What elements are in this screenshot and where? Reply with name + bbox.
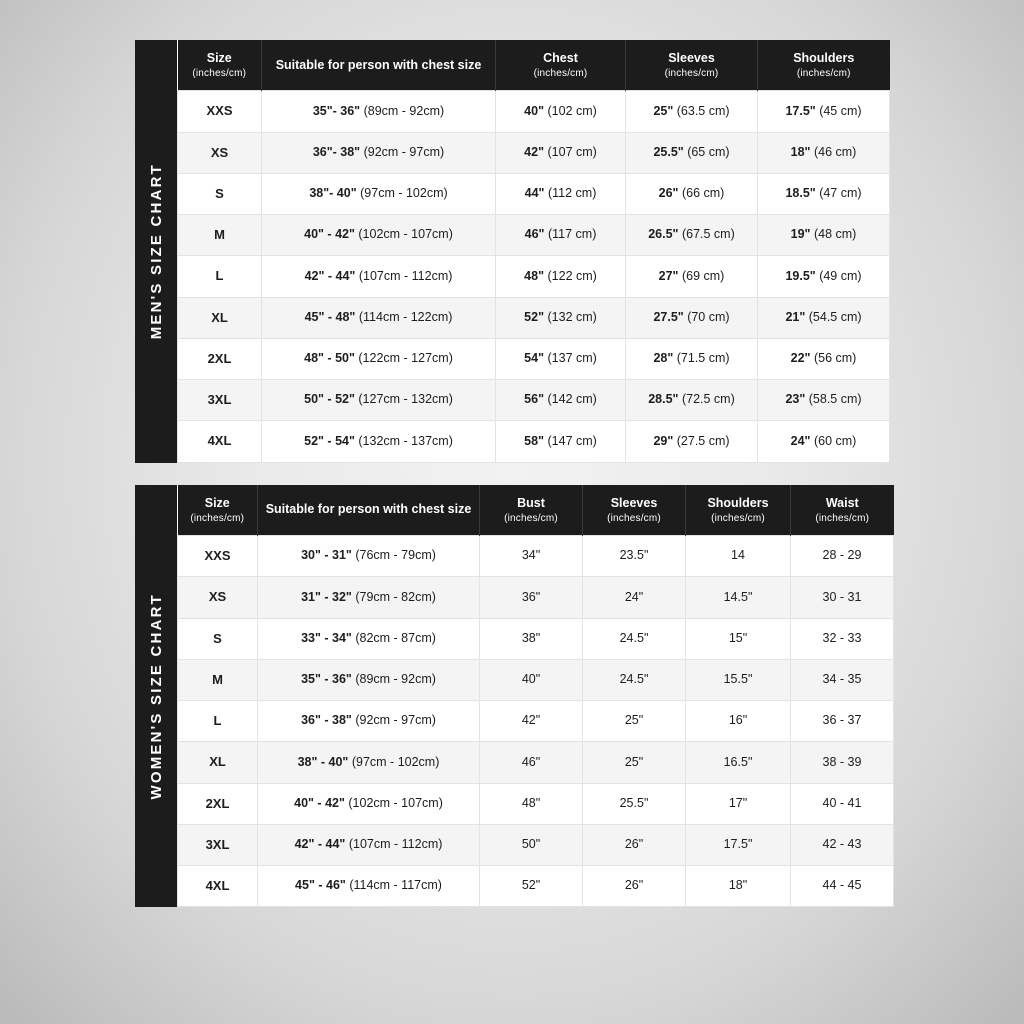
- size-value: XL: [178, 297, 262, 338]
- table-row: [178, 380, 890, 421]
- size-value: 4XL: [178, 866, 258, 907]
- waist-value: 44 - 45: [791, 866, 894, 907]
- table-row: [178, 866, 894, 907]
- womens-size-chart-block: [135, 485, 889, 908]
- size-value: 3XL: [178, 824, 258, 865]
- sleeves-value: 26.5" (67.5 cm): [626, 215, 758, 256]
- table-row: [178, 659, 894, 700]
- suitable-value: 42" - 44" (107cm - 112cm): [258, 824, 480, 865]
- sleeves-value: 26": [583, 824, 686, 865]
- womens-table-head: [178, 485, 894, 536]
- mens-table-body: [178, 91, 890, 462]
- suitable-value: 36"- 38" (92cm - 97cm): [262, 132, 496, 173]
- mens-col-chest-title: Chest: [543, 51, 578, 65]
- mens-col-size: [178, 40, 262, 91]
- suitable-value: 40" - 42" (102cm - 107cm): [258, 783, 480, 824]
- sleeves-value: 27.5" (70 cm): [626, 297, 758, 338]
- size-value: L: [178, 701, 258, 742]
- mens-col-shoulders-title: Shoulders: [793, 51, 855, 65]
- womens-col-shoulders-title: Shoulders: [707, 495, 769, 510]
- mens-table-head: [178, 40, 890, 91]
- table-row: [178, 421, 890, 462]
- shoulders-value: 19.5" (49 cm): [758, 256, 890, 297]
- womens-header-row: [178, 485, 894, 536]
- suitable-value: 36" - 38" (92cm - 97cm): [258, 701, 480, 742]
- shoulders-value: 21" (54.5 cm): [758, 297, 890, 338]
- mens-col-chest: [496, 40, 626, 91]
- size-value: XXS: [178, 91, 262, 132]
- womens-col-shoulders: [686, 485, 791, 536]
- shoulders-value: 24" (60 cm): [758, 421, 890, 462]
- sleeves-value: 25.5" (65 cm): [626, 132, 758, 173]
- sleeves-value: 28" (71.5 cm): [626, 338, 758, 379]
- chest-value: 54" (137 cm): [496, 338, 626, 379]
- bust-value: 48": [480, 783, 583, 824]
- suitable-value: 38" - 40" (97cm - 102cm): [258, 742, 480, 783]
- size-value: M: [178, 215, 262, 256]
- waist-value: 34 - 35: [791, 659, 894, 700]
- chest-value: 42" (107 cm): [496, 132, 626, 173]
- shoulders-value: 18": [686, 866, 791, 907]
- shoulders-value: 17.5": [686, 824, 791, 865]
- bust-value: 38": [480, 618, 583, 659]
- table-row: [178, 618, 894, 659]
- sleeves-value: 24": [583, 577, 686, 618]
- mens-col-suitable-title: Suitable for person with chest size: [275, 57, 482, 72]
- womens-col-shoulders-sub: (inches/cm): [711, 512, 765, 524]
- womens-table-body: [178, 536, 894, 907]
- mens-col-size-title: Size: [206, 51, 232, 65]
- waist-value: 42 - 43: [791, 824, 894, 865]
- sleeves-value: 25.5": [583, 783, 686, 824]
- mens-col-chest-sub: (inches/cm): [533, 67, 588, 79]
- womens-col-waist-title: Waist: [825, 495, 859, 510]
- sleeves-value: 26": [583, 866, 686, 907]
- suitable-value: 48" - 50" (122cm - 127cm): [262, 338, 496, 379]
- table-row: [178, 173, 890, 214]
- table-row: [178, 824, 894, 865]
- shoulders-value: 18" (46 cm): [758, 132, 890, 173]
- bust-value: 46": [480, 742, 583, 783]
- womens-col-bust-title: Bust: [517, 495, 545, 510]
- mens-col-shoulders-sub: (inches/cm): [796, 67, 851, 79]
- table-row: [178, 783, 894, 824]
- waist-value: 38 - 39: [791, 742, 894, 783]
- suitable-value: 30" - 31" (76cm - 79cm): [258, 536, 480, 577]
- sleeves-value: 26" (66 cm): [626, 173, 758, 214]
- table-row: [178, 338, 890, 379]
- chest-value: 48" (122 cm): [496, 256, 626, 297]
- mens-col-size-sub: (inches/cm): [192, 67, 247, 79]
- size-value: 2XL: [178, 783, 258, 824]
- size-value: XS: [178, 577, 258, 618]
- chest-value: 46" (117 cm): [496, 215, 626, 256]
- table-row: [178, 742, 894, 783]
- table-row: [178, 701, 894, 742]
- shoulders-value: 14: [686, 536, 791, 577]
- womens-chart-side-label: [135, 485, 177, 908]
- suitable-value: 33" - 34" (82cm - 87cm): [258, 618, 480, 659]
- size-value: 3XL: [178, 380, 262, 421]
- sleeves-value: 28.5" (72.5 cm): [626, 380, 758, 421]
- mens-col-sleeves-sub: (inches/cm): [664, 67, 719, 79]
- shoulders-value: 18.5" (47 cm): [758, 173, 890, 214]
- size-value: S: [178, 173, 262, 214]
- mens-col-suitable: [262, 40, 496, 91]
- suitable-value: 50" - 52" (127cm - 132cm): [262, 380, 496, 421]
- suitable-value: 40" - 42" (102cm - 107cm): [262, 215, 496, 256]
- womens-col-waist-sub: (inches/cm): [815, 512, 870, 524]
- suitable-value: 52" - 54" (132cm - 137cm): [262, 421, 496, 462]
- mens-col-shoulders: [758, 40, 890, 91]
- womens-col-sleeves: [583, 485, 686, 536]
- mens-size-table: [177, 40, 890, 463]
- mens-chart-side-label-text: MEN'S SIZE CHART: [147, 163, 165, 340]
- sleeves-value: 24.5": [583, 659, 686, 700]
- shoulders-value: 15": [686, 618, 791, 659]
- womens-col-waist: [791, 485, 894, 536]
- sleeves-value: 25": [583, 701, 686, 742]
- womens-col-sleeves-sub: (inches/cm): [607, 512, 661, 524]
- womens-chart-side-label-text: WOMEN'S SIZE CHART: [147, 592, 165, 800]
- table-row: [178, 91, 890, 132]
- suitable-value: 38"- 40" (97cm - 102cm): [262, 173, 496, 214]
- mens-header-row: [178, 40, 890, 91]
- bust-value: 50": [480, 824, 583, 865]
- mens-col-sleeves-title: Sleeves: [668, 51, 715, 65]
- shoulders-value: 16": [686, 701, 791, 742]
- waist-value: 36 - 37: [791, 701, 894, 742]
- suitable-value: 35"- 36" (89cm - 92cm): [262, 91, 496, 132]
- shoulders-value: 17.5" (45 cm): [758, 91, 890, 132]
- size-value: S: [178, 618, 258, 659]
- table-row: [178, 132, 890, 173]
- size-value: 2XL: [178, 338, 262, 379]
- shoulders-value: 14.5": [686, 577, 791, 618]
- shoulders-value: 19" (48 cm): [758, 215, 890, 256]
- bust-value: 36": [480, 577, 583, 618]
- womens-col-size: [178, 485, 258, 536]
- table-row: [178, 215, 890, 256]
- bust-value: 34": [480, 536, 583, 577]
- mens-col-sleeves: [626, 40, 758, 91]
- shoulders-value: 22" (56 cm): [758, 338, 890, 379]
- womens-col-bust-sub: (inches/cm): [504, 512, 558, 524]
- suitable-value: 45" - 46" (114cm - 117cm): [258, 866, 480, 907]
- table-row: [178, 256, 890, 297]
- waist-value: 40 - 41: [791, 783, 894, 824]
- womens-col-sleeves-title: Sleeves: [610, 495, 658, 510]
- size-value: XL: [178, 742, 258, 783]
- size-value: M: [178, 659, 258, 700]
- womens-col-size-title: Size: [204, 495, 230, 510]
- bust-value: 52": [480, 866, 583, 907]
- table-row: [178, 577, 894, 618]
- womens-col-size-sub: (inches/cm): [190, 512, 245, 524]
- chest-value: 44" (112 cm): [496, 173, 626, 214]
- table-row: [178, 536, 894, 577]
- sleeves-value: 23.5": [583, 536, 686, 577]
- chest-value: 56" (142 cm): [496, 380, 626, 421]
- womens-size-table: [177, 485, 894, 908]
- sleeves-value: 25" (63.5 cm): [626, 91, 758, 132]
- sleeves-value: 27" (69 cm): [626, 256, 758, 297]
- sleeves-value: 29" (27.5 cm): [626, 421, 758, 462]
- womens-col-bust: [480, 485, 583, 536]
- waist-value: 32 - 33: [791, 618, 894, 659]
- shoulders-value: 16.5": [686, 742, 791, 783]
- size-value: L: [178, 256, 262, 297]
- chest-value: 40" (102 cm): [496, 91, 626, 132]
- shoulders-value: 23" (58.5 cm): [758, 380, 890, 421]
- mens-chart-side-label: [135, 40, 177, 463]
- bust-value: 40": [480, 659, 583, 700]
- size-value: XXS: [178, 536, 258, 577]
- suitable-value: 35" - 36" (89cm - 92cm): [258, 659, 480, 700]
- waist-value: 30 - 31: [791, 577, 894, 618]
- size-value: XS: [178, 132, 262, 173]
- sleeves-value: 24.5": [583, 618, 686, 659]
- chest-value: 58" (147 cm): [496, 421, 626, 462]
- waist-value: 28 - 29: [791, 536, 894, 577]
- suitable-value: 45" - 48" (114cm - 122cm): [262, 297, 496, 338]
- sleeves-value: 25": [583, 742, 686, 783]
- chest-value: 52" (132 cm): [496, 297, 626, 338]
- shoulders-value: 15.5": [686, 659, 791, 700]
- womens-col-suitable-title: Suitable for person with chest size: [265, 502, 472, 517]
- mens-size-chart-block: [135, 40, 889, 463]
- suitable-value: 42" - 44" (107cm - 112cm): [262, 256, 496, 297]
- bust-value: 42": [480, 701, 583, 742]
- table-row: [178, 297, 890, 338]
- suitable-value: 31" - 32" (79cm - 82cm): [258, 577, 480, 618]
- womens-col-suitable: [258, 485, 480, 536]
- size-value: 4XL: [178, 421, 262, 462]
- shoulders-value: 17": [686, 783, 791, 824]
